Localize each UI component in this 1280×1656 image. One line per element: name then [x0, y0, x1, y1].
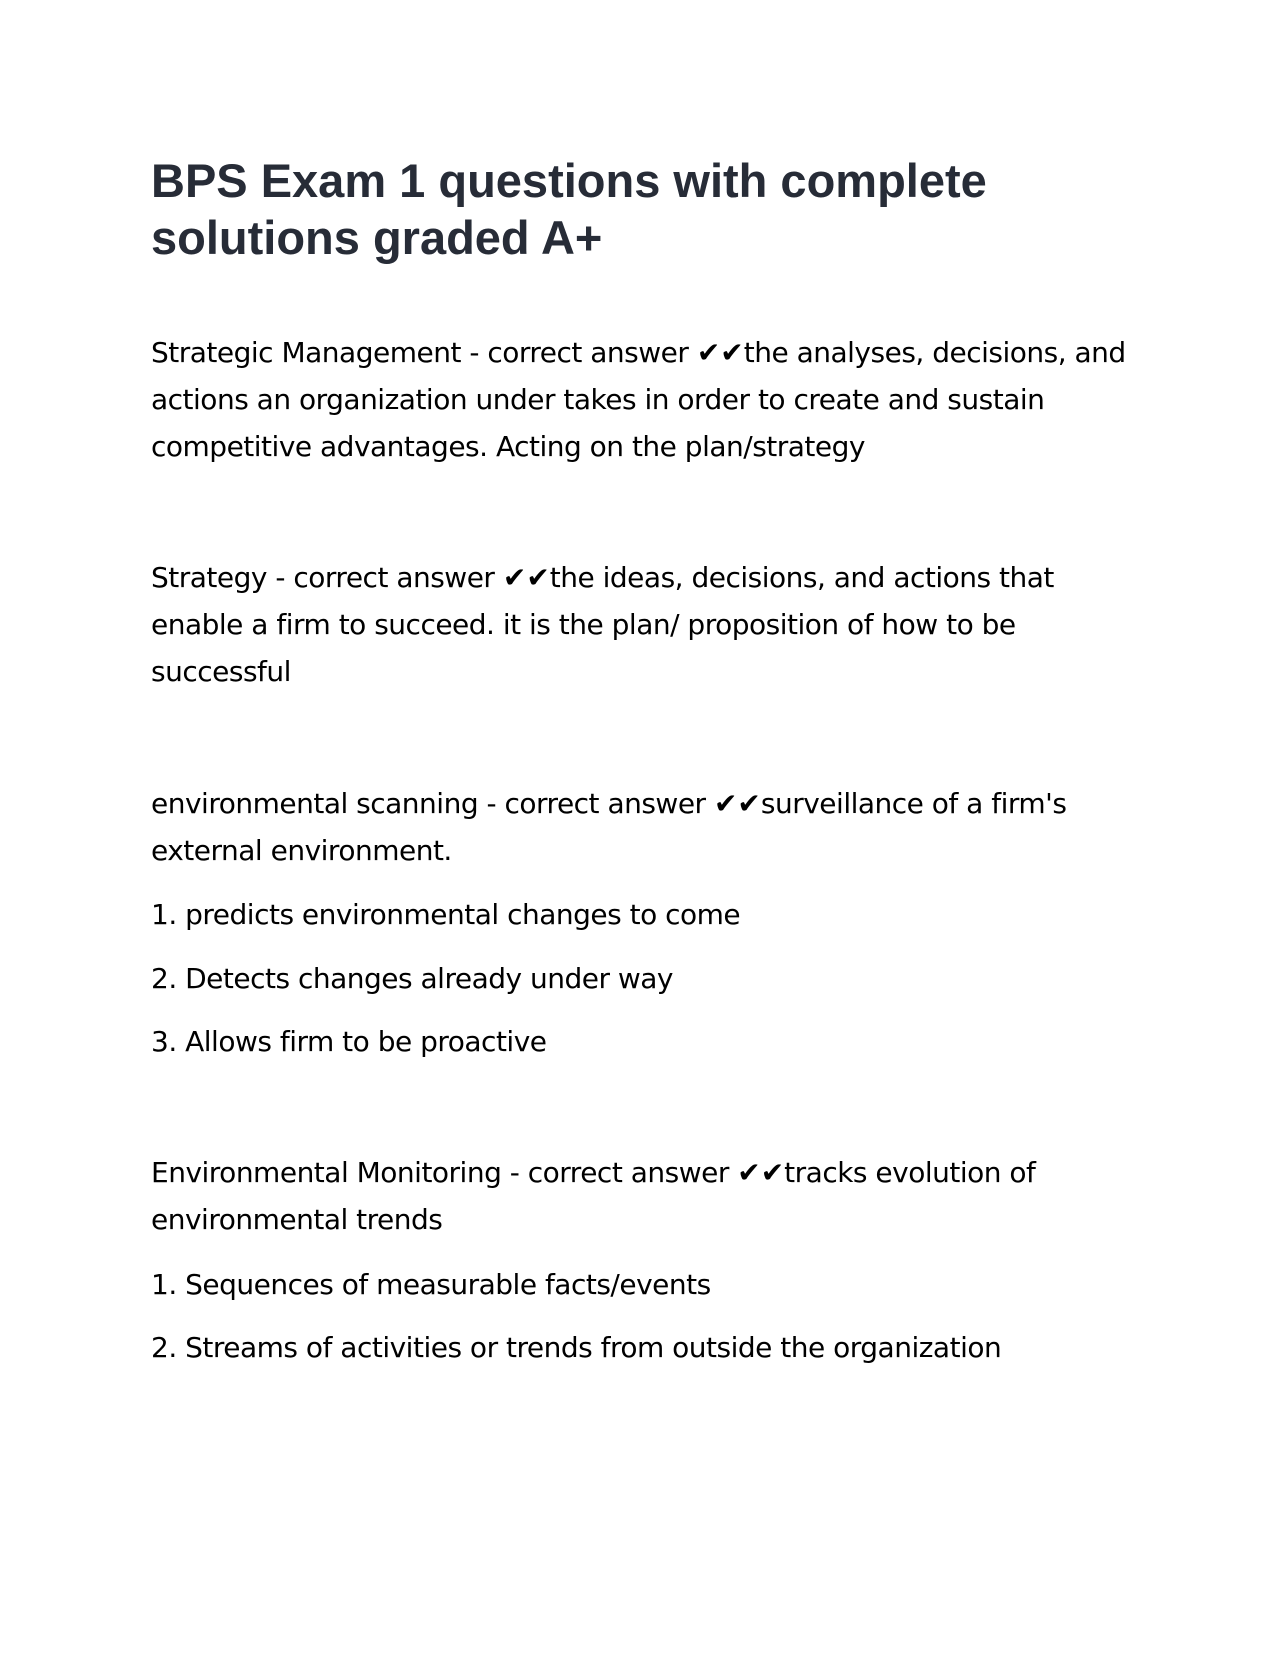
entry-environmental-scanning — [151, 780, 1151, 874]
entry-strategic-management — [151, 329, 1151, 470]
entry-term: Strategy - correct answer — [151, 561, 503, 594]
list-item: 1. predicts environmental changes to come — [151, 898, 741, 931]
list-item: 3. Allows firm to be proactive — [151, 1025, 547, 1058]
document-title: BPS Exam 1 questions with complete solutions graded A+ — [151, 154, 987, 264]
entry-definition: the ideas, decisions, and actions that enable a firm to succeed. it is the plan/ proposition of how to be successful — [151, 561, 1054, 688]
entry-definition: tracks evolution of environmental trends — [151, 1156, 1036, 1236]
checkmark-icon: ✔✔ — [713, 787, 761, 820]
entry-definition: the analyses, decisions, and actions an organization under takes in order to create and sustain competitive advantages. Acting on the plan/strategy — [151, 336, 1126, 463]
entry-term: Strategic Management - correct answer — [151, 336, 697, 369]
list-item: 2. Streams of activities or trends from outside the organization — [151, 1331, 1002, 1364]
entry-term: Environmental Monitoring - correct answer — [151, 1156, 738, 1189]
checkmark-icon: ✔✔ — [502, 561, 550, 594]
checkmark-icon: ✔✔ — [696, 336, 744, 369]
list-item: 2. Detects changes already under way — [151, 962, 673, 995]
entry-term: environmental scanning - correct answer — [151, 787, 714, 820]
entry-environmental-monitoring — [151, 1149, 1151, 1243]
entry-strategy — [151, 554, 1151, 695]
entry-definition: surveillance of a firm's external environment. — [151, 787, 1067, 867]
list-item: 1. Sequences of measurable facts/events — [151, 1268, 711, 1301]
checkmark-icon: ✔✔ — [737, 1156, 785, 1189]
